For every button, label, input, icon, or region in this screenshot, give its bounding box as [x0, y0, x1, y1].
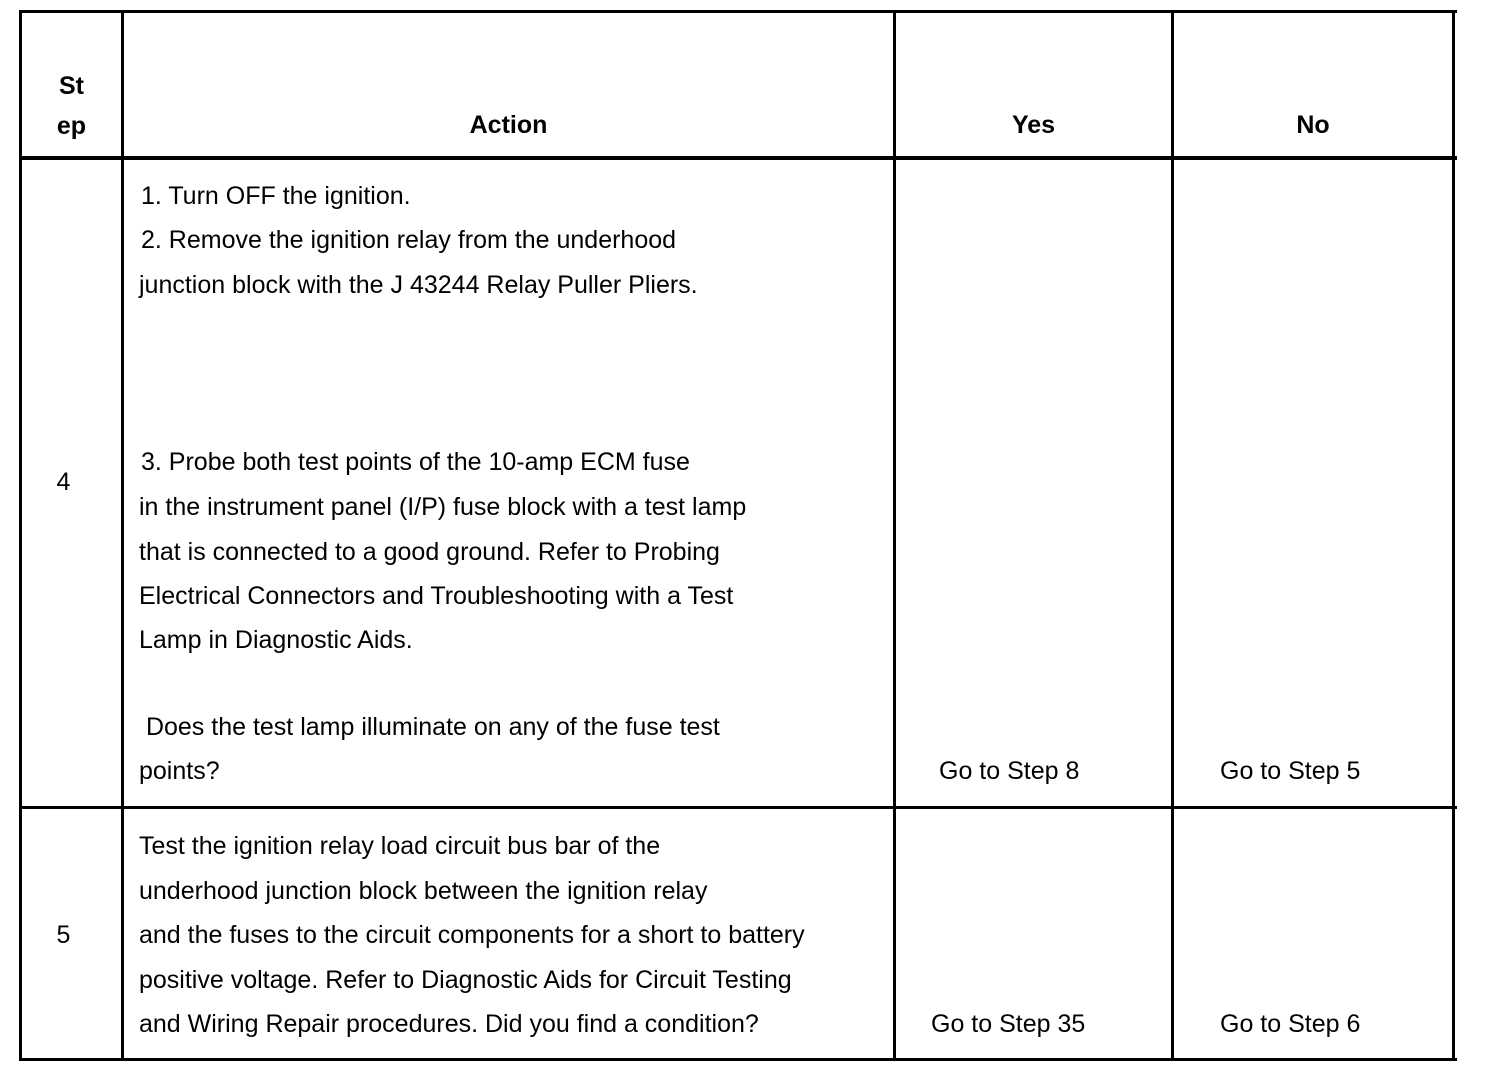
action-line: Electrical Connectors and Troubleshooting with a Test: [139, 582, 734, 610]
header-action: Action: [469, 111, 548, 139]
header-step: [22, 66, 121, 146]
action-line: 2. Remove the ignition relay from the underhood: [141, 226, 677, 254]
header-no: No: [1296, 111, 1330, 139]
step-number: 4: [56, 468, 71, 496]
table-border-top: [19, 10, 1457, 13]
column-divider-yes-no: [1171, 10, 1174, 1061]
action-line: and the fuses to the circuit components for a short to battery: [139, 921, 805, 949]
no-result: Go to Step 6: [1220, 1010, 1361, 1038]
header-step-line2: ep: [56, 112, 87, 140]
column-divider-action-yes: [893, 10, 896, 1061]
action-line: Lamp in Diagnostic Aids.: [139, 626, 413, 654]
action-line: positive voltage. Refer to Diagnostic Aids for Circuit Testing: [139, 966, 792, 994]
action-line: Test the ignition relay load circuit bus bar of the: [139, 832, 661, 860]
action-line: points?: [139, 757, 220, 785]
action-line: and Wiring Repair procedures. Did you find a condition?: [139, 1010, 759, 1038]
action-line: Does the test lamp illuminate on any of the fuse test: [139, 713, 720, 741]
column-divider-step-action: [121, 10, 124, 1061]
header-step-line1: St: [59, 72, 84, 100]
yes-result: Go to Step 35: [931, 1010, 1086, 1038]
table-border-bottom: [19, 1058, 1457, 1061]
action-line: 1. Turn OFF the ignition.: [141, 182, 411, 210]
table-border-right: [1452, 10, 1455, 1061]
action-line: that is connected to a good ground. Refer to Probing: [139, 538, 720, 566]
step-number: 5: [56, 921, 71, 949]
row-divider: [19, 806, 1457, 809]
header-divider: [19, 156, 1457, 160]
action-line: underhood junction block between the ignition relay: [139, 877, 708, 905]
action-line: in the instrument panel (I/P) fuse block with a test lamp: [139, 493, 747, 521]
header-yes: Yes: [1011, 111, 1056, 139]
yes-result: Go to Step 8: [939, 757, 1080, 785]
action-line: junction block with the J 43244 Relay Puller Pliers.: [139, 271, 698, 299]
action-line: 3. Probe both test points of the 10-amp ECM fuse: [141, 448, 690, 476]
table-border-left: [19, 10, 22, 1061]
no-result: Go to Step 5: [1220, 757, 1361, 785]
